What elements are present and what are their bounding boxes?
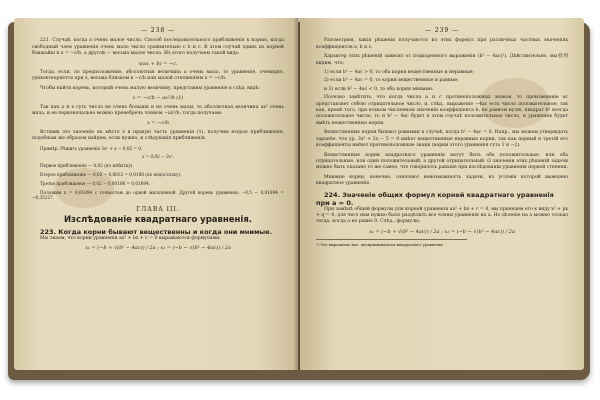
paragraph: 221. Случай, когда a очень малое число. Способ последовательного приближенія к корню, когда свободный член уравненія очень мало число сравнительно с b и c. В этом случай одинь из корней ближайш к x = −c/b, а другой — весьма малое число. Из этого получаем такой видь:	[32, 38, 284, 57]
section-heading: 224. Значеніе общих формул корней квадратнаго уравненія при a = 0.	[316, 190, 554, 207]
paragraph: Вставив это значеніе на мѣсто x в правую часть уравненія (1), получим второе приближеніе; подобным же образом найдем, если нужно, и слѣдующія приближенія.	[32, 129, 284, 142]
paragraph: Чтобы найти корень, который очень малую величину, представим уравненіе в слѣд. видѣ:	[40, 85, 260, 91]
paragraph: Третье приближеніе — 0,02 − 0,00106 = 0,01894.	[40, 180, 151, 186]
formula: x₁ = (−b + √(b² − 4ac)) / 2a ; x₂ = (−b − √(b² − 4ac)) / 2a	[369, 228, 515, 235]
paragraph: Вещественные корни бывают равными в случаѣ, когда b² − 4ac = 0. Напр., мы можем утверждать заранѣе, что ур. 3x² + 2x − 5 = 0 имѣет вещественные неравные корни, так как первый и третій его коэффиціенты имѣют противоположные знаки (корни этого уравненія суть 1 и −2).	[316, 130, 568, 149]
paragraph: Тогда, если, по предположенію, абсолютная величина a очень мала, то уравненіе, очевидно, удовлетворяется при x, весьма близком к −c/b или малой отношеніем x = −c/b.	[32, 70, 284, 82]
left-page	[14, 18, 298, 370]
open-book	[8, 18, 590, 380]
right-page-content	[316, 28, 568, 362]
section-heading: 223. Когда корни бывают вещественны и когда они мнимые.	[40, 228, 273, 237]
paragraph: Вещественные корни квадратнаго уравненія могут быть оба положительные, или оба отрицательные, или один положительный, а другой отрицательный. О значеніи этих рѣшеній задачи можно быть сказано то же самое, что говорилось раньше при изслѣдованіи уравненія первой степени.	[316, 152, 568, 171]
left-page-content	[32, 28, 284, 362]
right-page-number: — 239 —	[424, 27, 460, 34]
chapter-label: ГЛАВА III.	[136, 206, 180, 214]
paragraph: Разсмотрим, какія рѣшенія получаются из этих формул при различных частных значеніях коэффиціентов a, b и c.	[316, 38, 568, 50]
chapter-title: Изслѣдованіе квадратнаго уравненія.	[63, 214, 253, 225]
paragraph: Мы знаем, что корни уравненія ax² + bx + c = 0 выражаются формулами:	[40, 236, 221, 242]
list-item: и 3) если b² − 4ac < 0, то оба корня мнимые.	[324, 86, 434, 92]
paragraph: Полезно замѣтить, что когда числа a и c противоположных знаков, то произведеніе ac представляет собою отрицательное число, и, слѣд., выраженіе −4ac есть число положительное; так как, кромѣ того, при всяком численном значеніи коэффиціента b, не равном нулю, квадрат b² всегда положительное число, то и b² − 4ac будет в этом случаѣ положительное число, и уравненіе будет имѣть вещественные корни.	[316, 95, 568, 126]
paragraph: Положим x = 0,01894 с точностью до одной милліонной. Другой корень уравненія: −0,5 − 0,01894 = −0,35227.	[32, 189, 284, 201]
paragraph: Примѣр. Рѣшить уравненіе 3x² + x − 0,02 = 0.	[40, 145, 143, 151]
paragraph: Первое приближеніе — 0,02 (по избытку).	[40, 163, 134, 169]
paragraph: Мнимые корни, конечно, означают невозможность задачи, из условія которой выведено квадратное уравненіе.	[316, 174, 568, 187]
right-page	[300, 18, 584, 370]
paragraph: Характер этих рѣшеній зависит от подкоренного выраженія (b² − 4ac)¹). Дѣйствительно, мы找到 видим, что:	[316, 54, 568, 66]
left-page-number: — 238 —	[140, 27, 176, 34]
formula: x = 0,02 − 3x².	[141, 154, 175, 160]
formula: x(ax + b) = −c.	[138, 60, 178, 67]
formula: x₁ = (−b + √(b² − 4ac)) / 2a ; x₂ = (−b − √(b² − 4ac)) / 2a	[85, 245, 231, 252]
paragraph: Второе приближеніе — 0,02 − 0,0012 = 0,0188 (по недостатку).	[40, 172, 182, 178]
paragraph: При замѣнѣ общей формулы для корней уравненія ax² + bx + c = 0, мы приведем его к виду x² + px + q = 0, для чего нам нужно было раздѣлить все члены уравненія на a. Но дѣленіе на a можно только тогда, когда a не равно 0. Слѣд., формулы:	[316, 206, 568, 225]
paragraph: Так как a и x суть числа не очень большія и не очень малы, то абсолютная величина ax² очень мала, и ее первоначально можно пренебречь членом −ax²/b; тогда получаем:	[32, 104, 284, 117]
list-item: 2) если b² − 4ac = 0, то корни вещественные и равные;	[324, 78, 459, 84]
formula: x = −c/b − ax²/b (1)	[132, 95, 184, 102]
formula: x = −c/b	[146, 120, 170, 127]
list-item: 1) если b² − 4ac > 0, то оба корня вещественные и неравные;	[324, 70, 475, 76]
footnote: ¹) Это выраженіе наз. дискриминантом квадратнаго уравненія.	[316, 239, 467, 247]
